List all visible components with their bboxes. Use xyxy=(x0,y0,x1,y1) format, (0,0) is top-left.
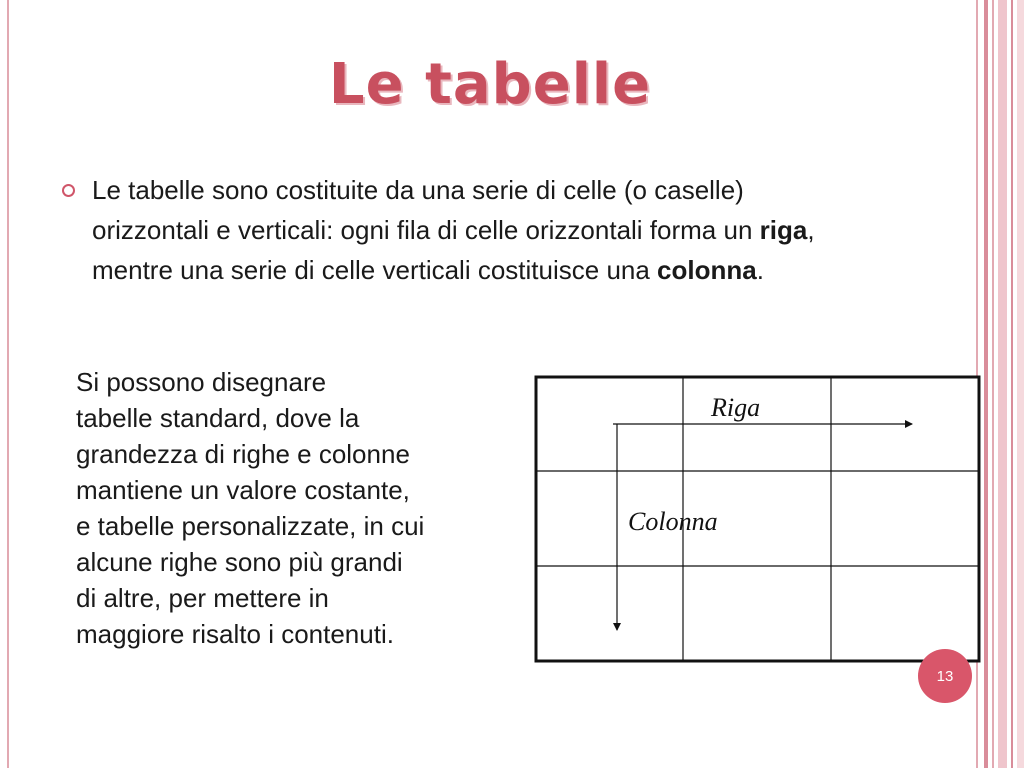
row-label: Riga xyxy=(711,393,761,422)
page-number: 13 xyxy=(936,667,954,685)
table-diagram xyxy=(530,372,986,668)
bold-term-colonna: colonna xyxy=(657,255,757,285)
side-text-line: mantiene un valore costante, xyxy=(76,475,410,505)
side-text-line: tabelle standard, dove la xyxy=(76,403,360,433)
side-text-line: grandezza di righe e colonne xyxy=(76,439,410,469)
slide-title: Le tabelle xyxy=(328,52,652,117)
bullet-ring-icon xyxy=(62,184,75,197)
bullet-text xyxy=(92,170,862,290)
side-text-line: Si possono disegnare xyxy=(76,367,327,397)
page-number-badge xyxy=(918,649,972,703)
side-text-line: di altre, per mettere in xyxy=(76,583,329,613)
side-text-line: maggiore risalto i contenuti. xyxy=(76,619,394,649)
bullet-text-part: . xyxy=(756,255,764,285)
side-text-line: alcune righe sono più grandi xyxy=(76,547,403,577)
bold-term-riga: riga xyxy=(759,215,808,245)
bullet-text-part: , mentre una serie di celle verticali costituisce una xyxy=(92,215,815,285)
bullet-text-part: Le tabelle sono costituite da una serie di celle (o caselle) orizzontali e verticali: ogni fila di celle orizzontali forma un xyxy=(92,175,760,245)
side-text-line: e tabelle personalizzate, in cui xyxy=(76,511,425,541)
side-paragraph xyxy=(76,364,544,652)
column-label: Colonna xyxy=(628,507,718,536)
bullet-item xyxy=(62,170,862,290)
